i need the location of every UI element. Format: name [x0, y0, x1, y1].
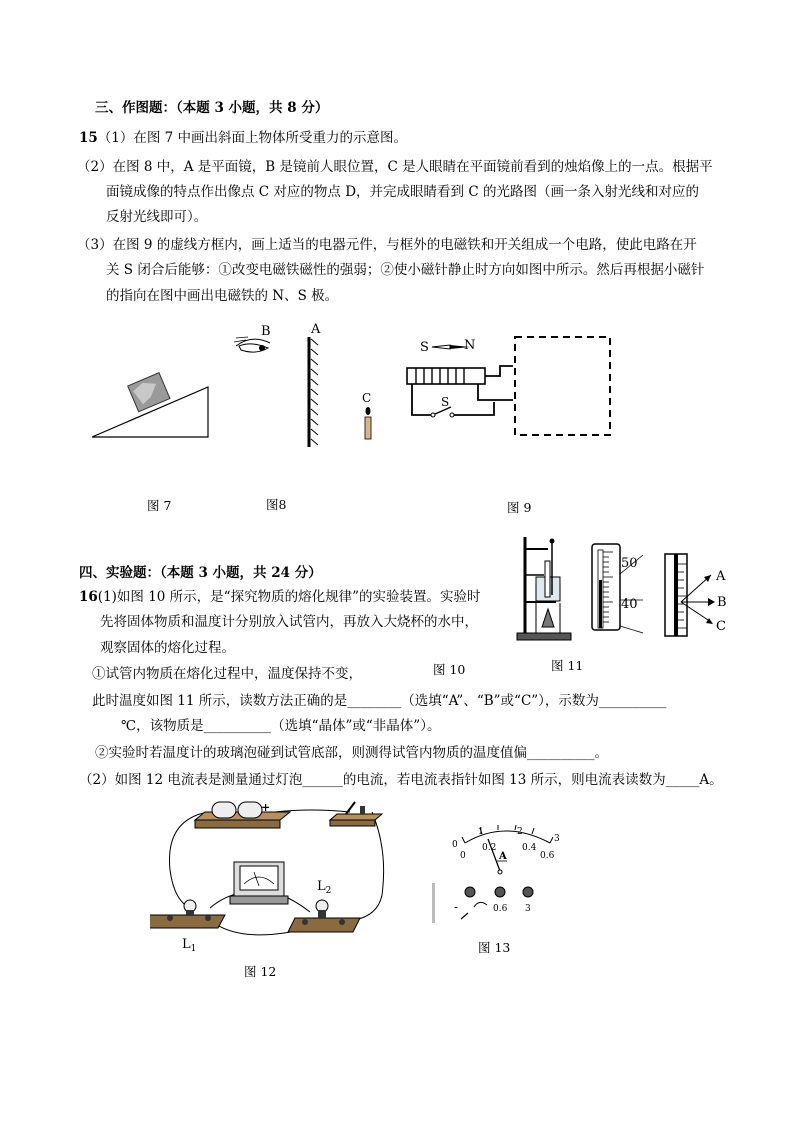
dial-top-2: 2 [517, 827, 523, 837]
label-needle-n: N [464, 338, 476, 353]
incline-diagram [92, 373, 208, 437]
dial-top-3: 3 [554, 834, 560, 844]
dashed-box [515, 337, 610, 435]
q16-part1-line3: 观察固体的熔化过程。 [100, 640, 235, 656]
q16-part2: （2）如图 12 电流表是测量通过灯泡______的电流，若电流表指针如图 13 所示，则电流表读数为_____A。 [79, 772, 723, 788]
label-l1: $L_1$ [182, 937, 197, 954]
lamp-l2 [288, 900, 360, 932]
arrow-label-c: C [716, 619, 726, 634]
terminals [461, 887, 533, 919]
eye-icon [234, 337, 270, 352]
caption-fig9: 图 9 [507, 500, 532, 515]
mirror-diagram [234, 322, 371, 447]
dial-bottom-02: 0.2 [482, 843, 497, 853]
q15-part2-line3: 反射光线即可）。 [106, 209, 208, 225]
q16-sub1-line2: 此时温度如图 11 所示，读数方法正确的是________（选填“A”、“B”或“C”），示数为__________ [92, 693, 667, 709]
q15-part3-line2: 关 S 闭合后能够：①改变电磁铁磁性的强弱；②使小磁针静止时方向如图中所示。然后再根据小磁针 [106, 262, 705, 278]
dial-bottom-06: 0.6 [540, 851, 555, 861]
wire-top [485, 366, 513, 376]
q15-number: 15 [79, 130, 98, 146]
dial-bottom-04: 0.4 [522, 843, 537, 853]
mercury-column [599, 580, 602, 628]
label-c: C [362, 391, 372, 405]
test-tube [545, 561, 550, 597]
switch-icon [330, 802, 382, 826]
q15-part1 [79, 128, 407, 148]
caption-fig11: 图 11 [551, 658, 584, 673]
q16-sub2: ②实验时若温度计的玻璃泡碰到试管底部，则测得试管内物质的温度值偏__________。 [95, 745, 608, 761]
plane-mirror [309, 337, 318, 447]
caption-fig7: 图 7 [147, 498, 172, 513]
circuit-ammeter-diagram [150, 800, 400, 960]
arrow-label-b: B [717, 595, 727, 610]
dial-bottom-0: 0 [460, 851, 466, 861]
melting-apparatus-diagram [512, 535, 578, 645]
q16-part1-text: (1)如图 10 所示，是“探究物质的熔化规律”的实验装置。实验时 [97, 589, 481, 605]
terminal-06: 0.6 [493, 904, 508, 914]
candle-icon [365, 407, 371, 439]
figures-7-8-9 [0, 315, 794, 495]
q16-number: 16 [79, 589, 98, 605]
tick-50: 50 [621, 556, 638, 571]
q15-part2-line1: （2）在图 8 中，A 是平面镜，B 是镜前人眼位置，C 是人眼睛在平面镜前看到的烛焰像上的一点。根据平 [77, 159, 713, 175]
label-needle-s: S [420, 340, 429, 355]
section3-heading: 三、作图题：（本题 3 小题，共 8 分） [95, 100, 329, 116]
tick-40: 40 [621, 597, 638, 612]
wire-right [478, 384, 513, 400]
dial-top-1: 1 [478, 827, 484, 837]
terminal-minus: - [454, 900, 459, 914]
electromagnet-coil [407, 368, 485, 384]
thermometer-reading-diagram [585, 540, 730, 640]
q15-part2-line2: 面镜成像的特点作出像点 C 对应的物点 D，并完成眼睛看到 C 的光路图（画一条入射光线和对应的 [106, 184, 699, 200]
q16-part1-line1 [79, 587, 480, 607]
label-b: B [261, 324, 271, 339]
q16-sub1-line1: ①试管内物质在熔化过程中，温度保持不变， [92, 666, 362, 682]
caption-fig12: 图 12 [244, 964, 277, 979]
lamp-l1 [150, 900, 225, 928]
battery-pack [195, 801, 290, 828]
terminal-3: 3 [525, 904, 531, 914]
q15-part3-line3: 的指向在图中画出电磁铁的 N、S 极。 [106, 288, 339, 304]
dial-top-zero: 0 [452, 840, 458, 850]
label-a: A [311, 322, 321, 337]
caption-fig13: 图 13 [478, 940, 511, 955]
ammeter-icon [230, 862, 288, 904]
stand-base [517, 633, 571, 640]
dial-unit-a: A [499, 851, 507, 862]
burner-icon [542, 609, 554, 627]
label-l2: $L_2$ [317, 879, 332, 896]
label-switch-s: S [441, 395, 450, 409]
section4-heading: 四、实验题：（本题 3 小题，共 24 分） [79, 565, 322, 581]
svg-text:+: + [261, 801, 271, 814]
arrow-label-a: A [716, 569, 726, 584]
electromagnet-diagram [407, 337, 610, 435]
caption-fig8: 图8 [266, 497, 287, 512]
q16-part1-line2: 先将固体物质和温度计分别放入试管内，再放入大烧杯的水中， [100, 614, 478, 630]
wire-bottom [454, 402, 494, 415]
caption-fig10: 图 10 [433, 662, 466, 677]
ammeter-dial-diagram [430, 825, 590, 930]
q15-part1-text: （1）在图 7 中画出斜面上物体所受重力的示意图。 [97, 130, 408, 146]
wire-left [412, 384, 431, 415]
q15-part3-line1: （3）在图 9 的虚线方框内，画上适当的电器元件，与框外的电磁铁和开关组成一个电路，使此电路在开 [77, 237, 697, 253]
q16-sub1-line3: ℃，该物质是__________（选填“晶体”或“非晶体”）。 [121, 718, 441, 734]
